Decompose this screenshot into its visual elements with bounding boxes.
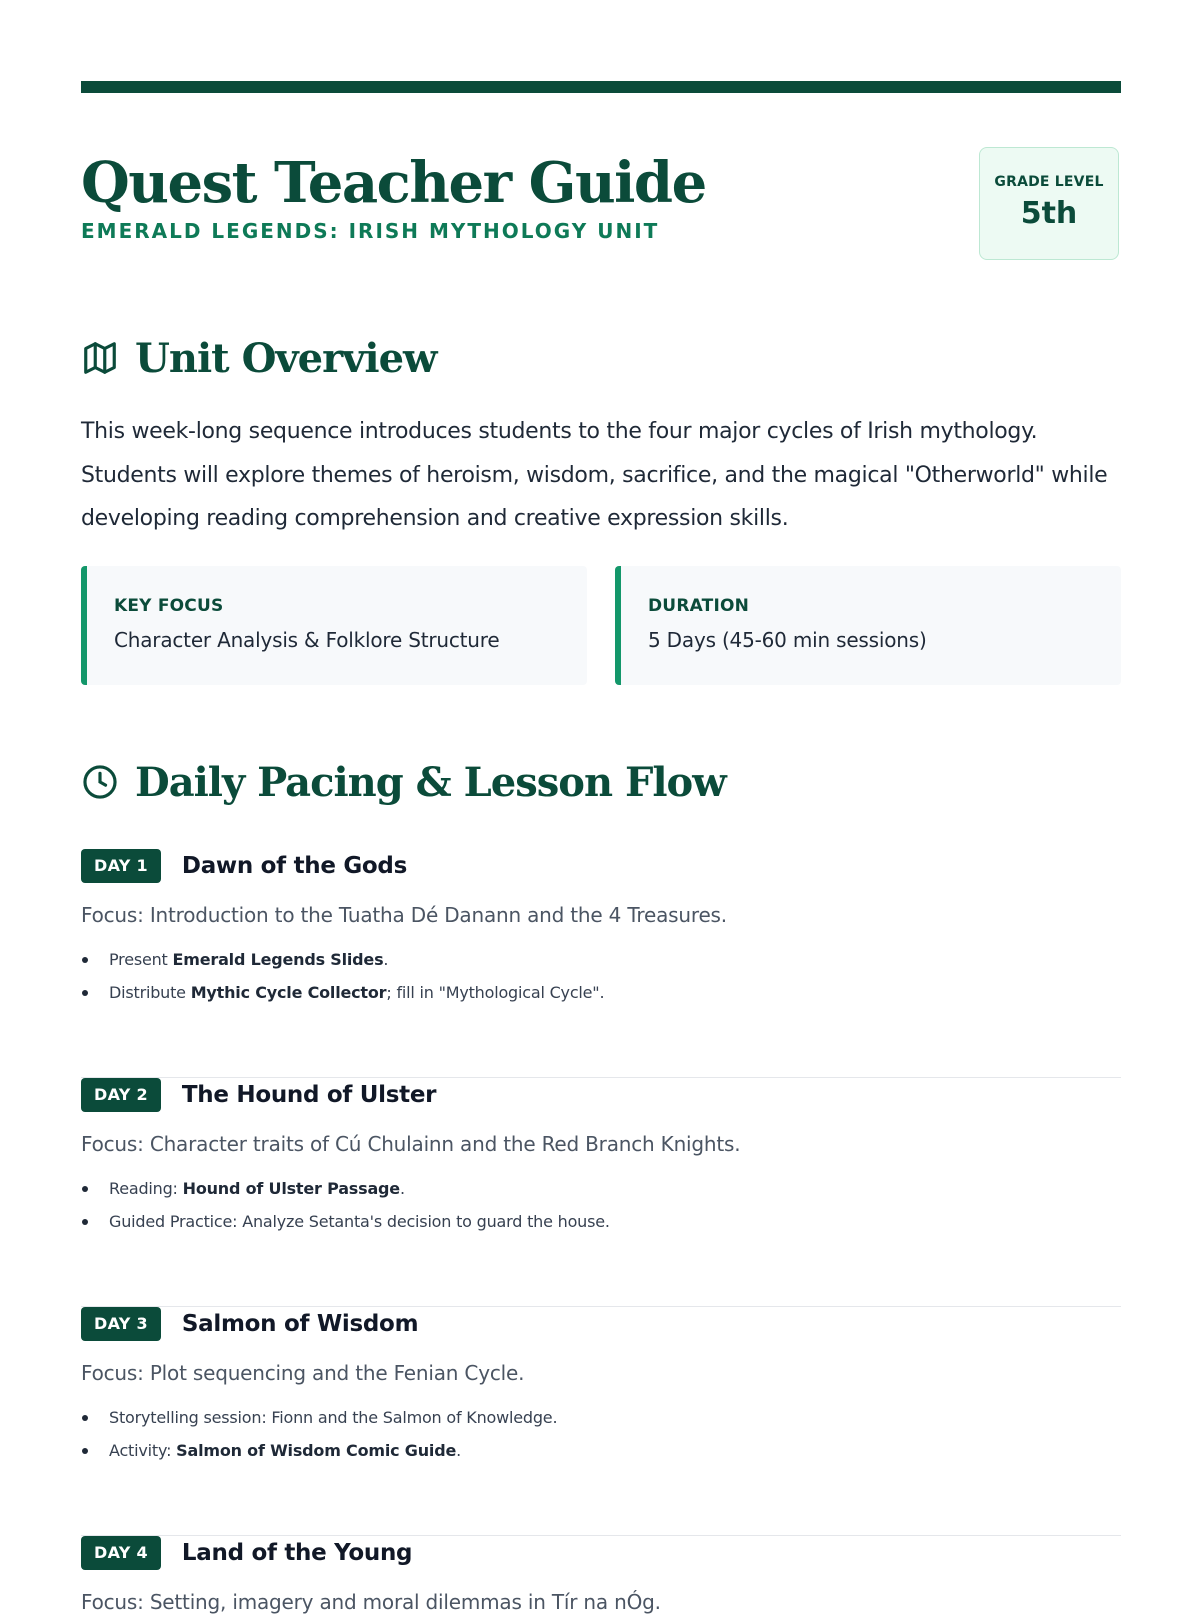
grade-level-label: GRADE LEVEL	[994, 174, 1104, 190]
day-title: Dawn of the Gods	[181, 853, 407, 879]
day-section-3	[81, 1307, 1121, 1536]
day-section-4	[81, 1536, 1121, 1614]
day-header	[81, 1536, 412, 1570]
overview-title: Unit Overview	[135, 334, 437, 382]
day-badge: DAY 1	[81, 849, 161, 883]
duration-card	[615, 566, 1121, 685]
day-focus: Focus: Setting, imagery and moral dilemmas in Tír na nÓg.	[81, 1590, 661, 1614]
bullet-icon	[82, 1448, 88, 1454]
duration-value: 5 Days (45-60 min sessions)	[648, 628, 927, 652]
grade-level-value: 5th	[1020, 196, 1078, 231]
bullet-icon	[82, 1415, 88, 1421]
key-focus-card	[81, 566, 587, 685]
day-header	[81, 1078, 436, 1112]
key-focus-label: KEY FOCUS	[114, 596, 224, 616]
day-title: Salmon of Wisdom	[181, 1311, 419, 1337]
bullet-icon	[82, 957, 88, 963]
day-focus: Focus: Introduction to the Tuatha Dé Danann and the 4 Treasures.	[81, 903, 727, 927]
day-activity-list	[81, 1172, 610, 1238]
unit-subtitle: EMERALD LEGENDS: IRISH MYTHOLOGY UNIT	[81, 219, 660, 243]
list-item: Present Emerald Legends Slides.	[81, 943, 604, 976]
day-activity-list	[81, 943, 604, 1009]
day-header	[81, 1307, 418, 1341]
pacing-heading	[81, 757, 726, 807]
day-activity-list	[81, 1401, 557, 1467]
bullet-icon	[82, 990, 88, 996]
day-badge: DAY 2	[81, 1078, 161, 1112]
day-badge: DAY 3	[81, 1307, 161, 1341]
day-title: Land of the Young	[181, 1540, 413, 1566]
day-section-1	[81, 849, 1121, 1078]
day-focus: Focus: Character traits of Cú Chulainn and the Red Branch Knights.	[81, 1132, 741, 1156]
duration-label: DURATION	[648, 596, 750, 616]
top-accent-bar	[81, 81, 1121, 93]
list-item: Guided Practice: Analyze Setanta's decision to guard the house.	[81, 1205, 610, 1238]
overview-heading	[81, 333, 437, 383]
key-focus-value: Character Analysis & Folklore Structure	[114, 628, 500, 652]
teacher-guide-page	[81, 0, 1121, 1614]
page-title: Quest Teacher Guide	[81, 150, 706, 216]
day-title: The Hound of Ulster	[181, 1082, 437, 1108]
list-item: Distribute Mythic Cycle Collector; fill in "Mythological Cycle".	[81, 976, 604, 1009]
grade-level-badge	[979, 147, 1119, 260]
list-item: Activity: Salmon of Wisdom Comic Guide.	[81, 1434, 557, 1467]
day-header	[81, 849, 407, 883]
clock-icon	[81, 763, 119, 801]
list-item: Storytelling session: Fionn and the Salmon of Knowledge.	[81, 1401, 557, 1434]
bullet-icon	[82, 1219, 88, 1225]
day-focus: Focus: Plot sequencing and the Fenian Cycle.	[81, 1361, 525, 1385]
bullet-icon	[82, 1186, 88, 1192]
overview-description: This week-long sequence introduces students to the four major cycles of Irish mythology. Students will explore themes of heroism, wisdom, sacrifice, and the magical "Otherworld" while developing reading comprehension and creative expression skills.	[81, 419, 1108, 531]
day-badge: DAY 4	[81, 1536, 161, 1570]
map-icon	[81, 339, 119, 377]
pacing-title: Daily Pacing & Lesson Flow	[135, 758, 726, 806]
day-section-2	[81, 1078, 1121, 1307]
list-item: Reading: Hound of Ulster Passage.	[81, 1172, 610, 1205]
